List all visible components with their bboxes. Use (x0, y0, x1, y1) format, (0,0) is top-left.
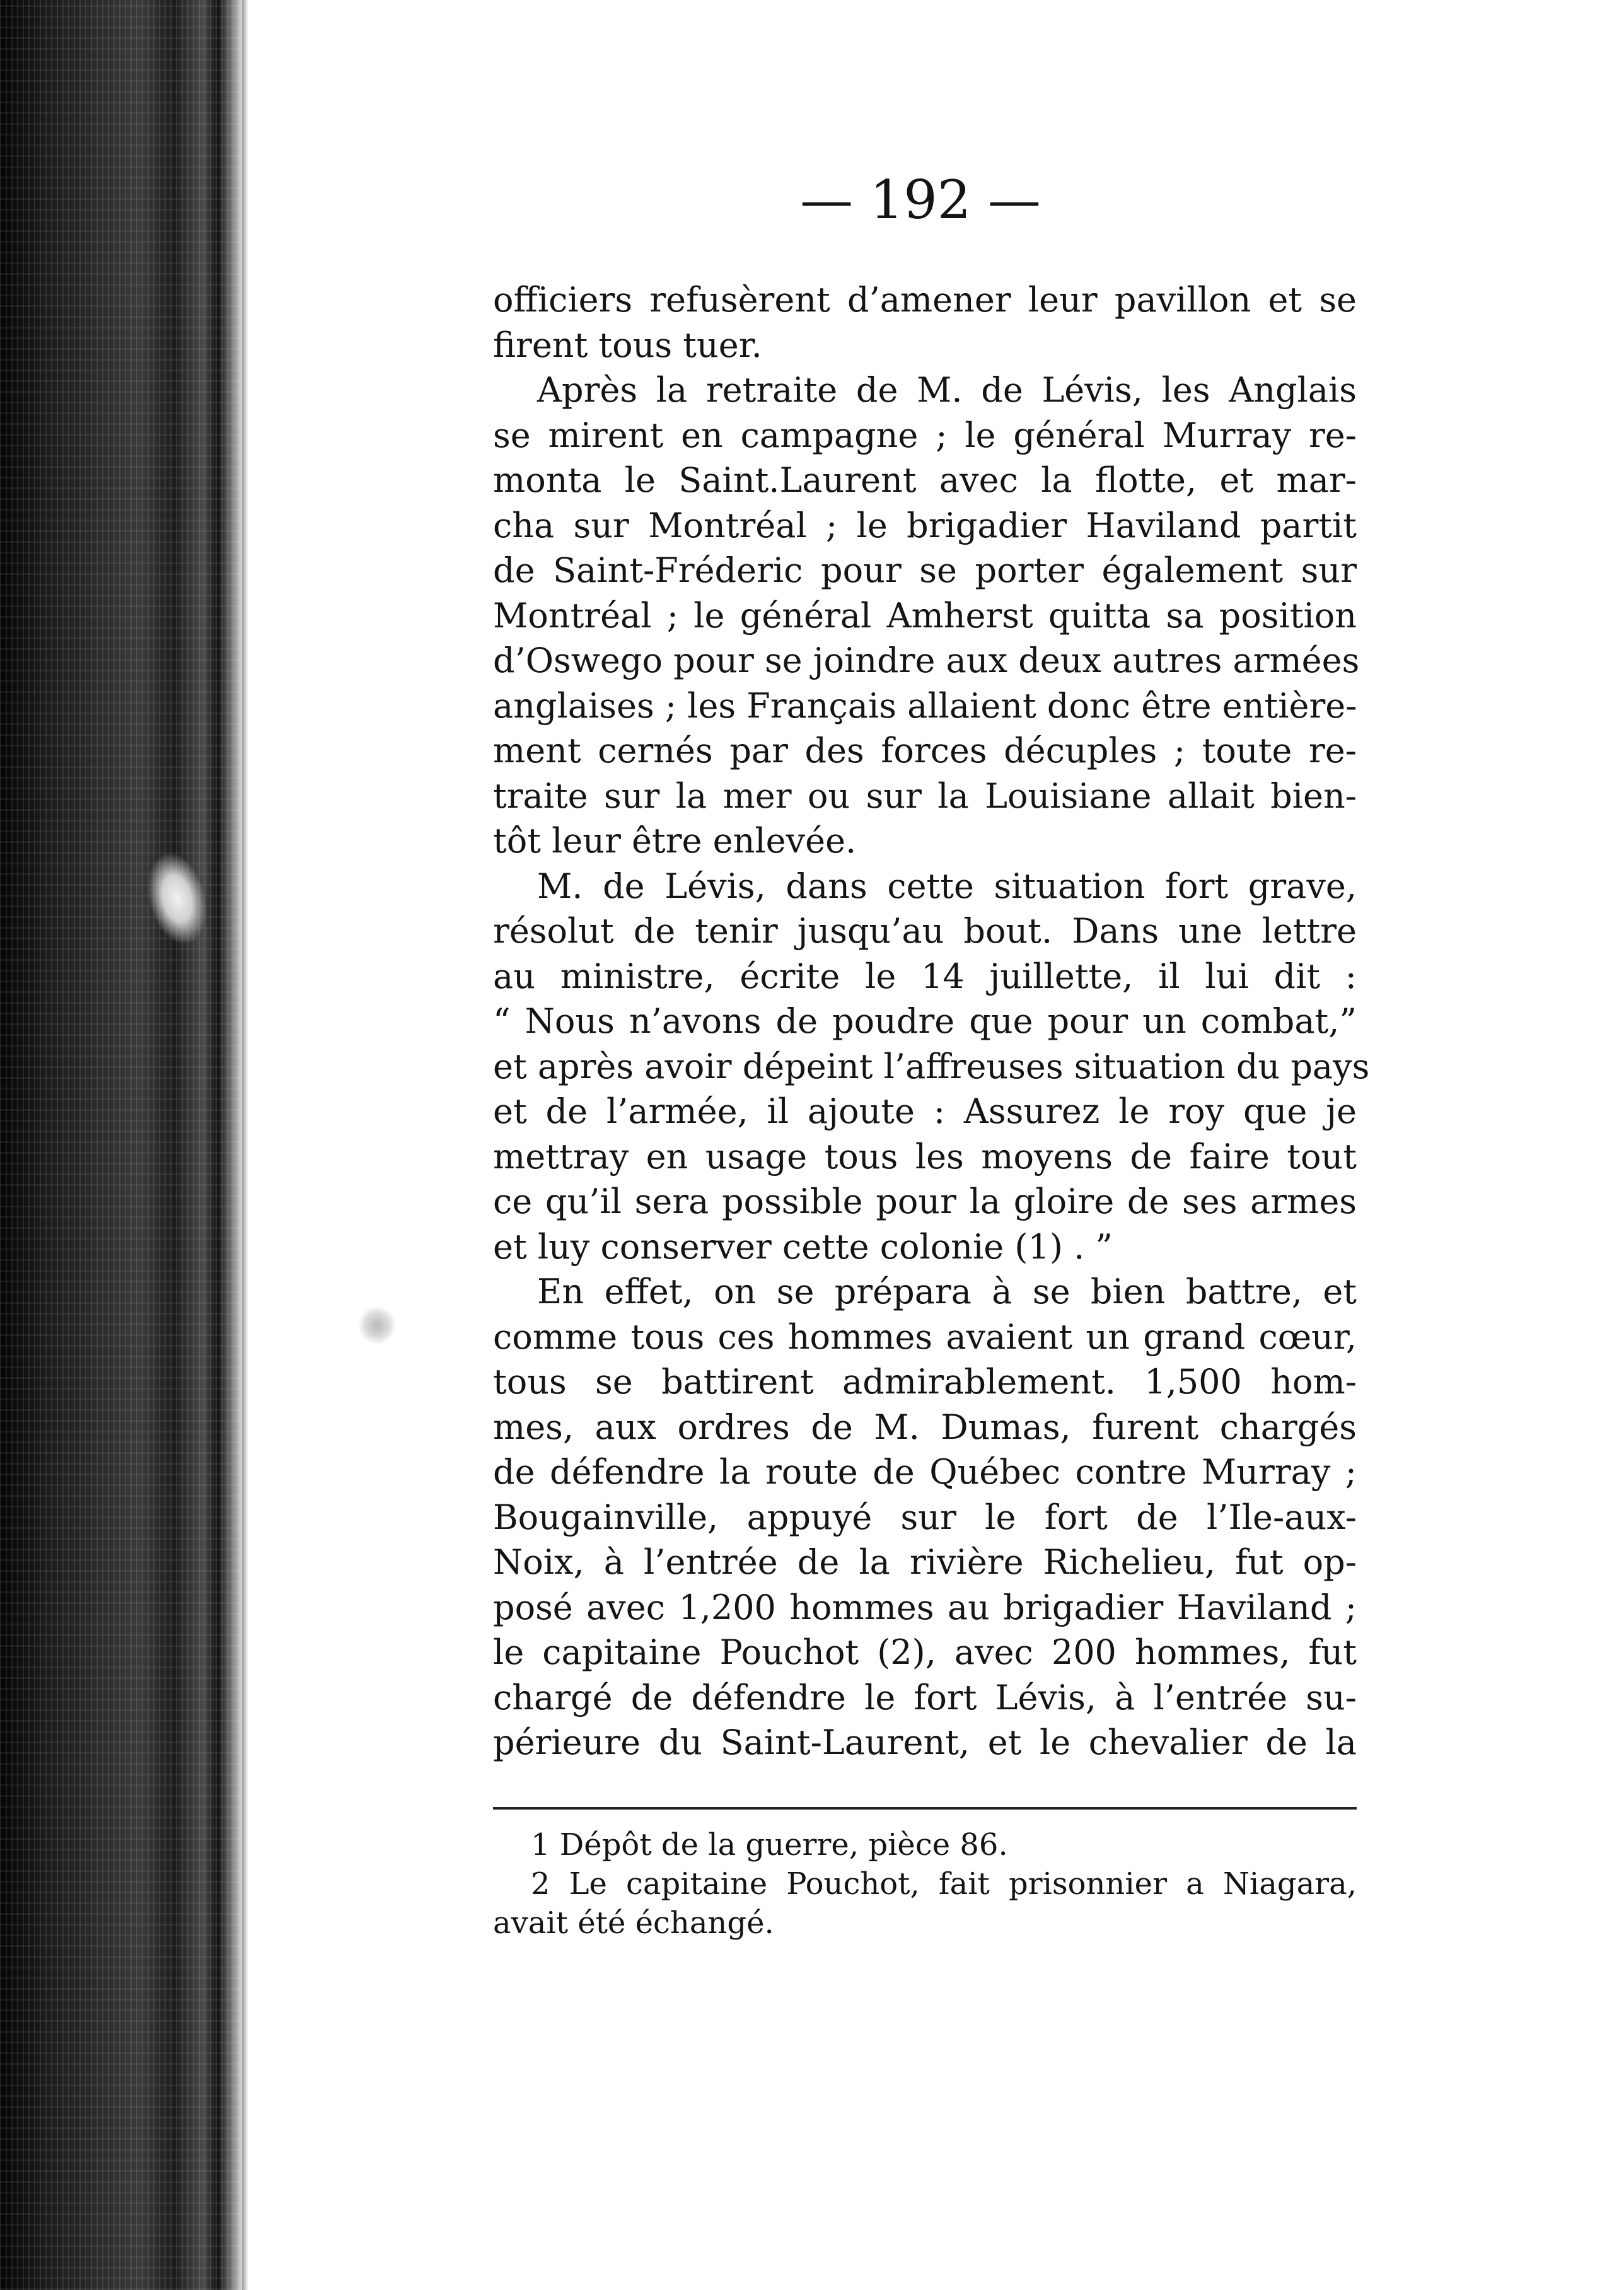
text-line: Noix, à l’entrée de la rivière Richelieu, fut op- (493, 1542, 1357, 1582)
text-line: résolut de tenir jusqu’au bout. Dans une lettre (493, 911, 1357, 951)
text-line: “ Nous n’avons de poudre que pour un combat,” (493, 1001, 1357, 1041)
text-line: posé avec 1,200 hommes au brigadier Haviland ; (493, 1587, 1357, 1627)
page-number: — 192 — (800, 169, 1041, 231)
text-line: officiers refusèrent d’amener leur pavillon et se (493, 280, 1357, 320)
text-line: mettray en usage tous les moyens de faire tout (493, 1136, 1357, 1177)
footnotes (493, 1825, 1357, 1943)
text-line: tous se battirent admirablement. 1,500 hom- (493, 1362, 1357, 1402)
text-line: En effet, on se prépara à se bien battre, et (537, 1272, 1357, 1311)
text-line: cha sur Montréal ; le brigadier Haviland partit (493, 505, 1357, 545)
text-line: ce qu’il sera possible pour la gloire de ses armes (493, 1182, 1357, 1221)
text-line: et luy conserver cette colonie (1) . ” (493, 1226, 1113, 1267)
text-line: Après la retraite de M. de Lévis, les Anglais (537, 370, 1357, 410)
text-line: Bougainville, appuyé sur le fort de l’Ile-aux- (493, 1497, 1357, 1537)
text-line: au ministre, écrite le 14 juillette, il lui dit : (493, 956, 1357, 996)
text-line: tôt leur être enlevée. (493, 821, 857, 861)
text-line: comme tous ces hommes avaient un grand cœur, (493, 1316, 1357, 1357)
text-line: M. de Lévis, dans cette situation fort grave, (537, 866, 1357, 906)
text-line: ment cernés par des forces décuples ; toute re- (493, 731, 1357, 770)
text-line: traite sur la mer ou sur la Louisiane allait bien- (493, 776, 1357, 816)
text-line: et de l’armée, il ajoute : Assurez le roy que je (493, 1091, 1357, 1131)
text-line: firent tous tuer. (493, 325, 762, 365)
text-line: se mirent en campagne ; le général Murray re- (493, 415, 1357, 455)
text-line: mes, aux ordres de M. Dumas, furent chargés (493, 1407, 1357, 1447)
footnote-line: avait été échangé. (493, 1905, 774, 1941)
text-line: de défendre la route de Québec contre Murray ; (493, 1452, 1357, 1492)
text-line: chargé de défendre le fort Lévis, à l’entrée su- (493, 1677, 1357, 1718)
text-line: Montréal ; le général Amherst quitta sa position (493, 595, 1357, 636)
text-line: périeure du Saint-Laurent, et le chevalier de la (493, 1723, 1357, 1762)
gutter-edge (242, 0, 248, 2290)
ink-smudge (358, 1306, 396, 1344)
text-line: anglaises ; les Français allaient donc être entière- (493, 685, 1357, 726)
text-line: le capitaine Pouchot (2), avec 200 hommes, fut (493, 1632, 1357, 1672)
text-line: d’Oswego pour se joindre aux deux autres armées (493, 641, 1360, 680)
body-text (493, 277, 1370, 1765)
text-line: et après avoir dépeint l’affreuses situation du pays (493, 1046, 1370, 1086)
text-line: monta le Saint.Laurent avec la flotte, et mar- (493, 460, 1357, 500)
footnote-line: 2 Le capitaine Pouchot, fait prisonnier a Niagara, (531, 1866, 1357, 1902)
text-line: de Saint-Fréderic pour se porter également sur (493, 550, 1357, 590)
footnote-rule (493, 1807, 1357, 1810)
book-gutter (0, 0, 242, 2290)
footnote-line: 1 Dépôt de la guerre, pièce 86. (531, 1827, 1008, 1863)
